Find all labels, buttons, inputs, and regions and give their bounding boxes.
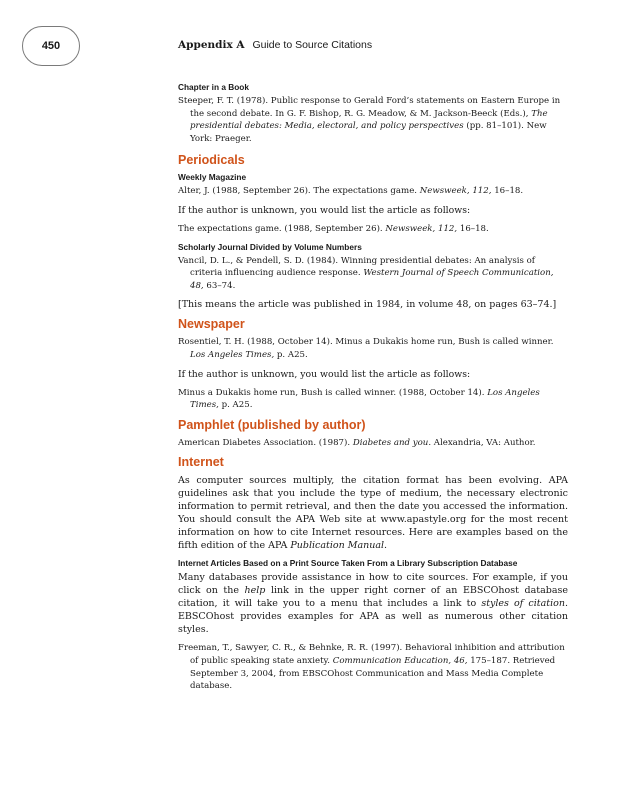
- weekly-magazine-citation: Alter, J. (1988, September 26). The expectations game. Newsweek, 112, 16–18.: [178, 186, 524, 197]
- appendix-title: Guide to Source Citations: [252, 39, 373, 51]
- unknown-author-note: If the author is unknown, you would list the article as follows:: [178, 204, 471, 216]
- chapter-citation: Steeper, F. T. (1978). Public response to Gerald Ford’s statements on Eastern Europe in the second debate. In G. F. Bishop, R. G. Meadow, & M. Jackson-Beeck (Eds.), The presidential debates: Media, electoral, and policy perspectives (pp. 81–101). New York: Praeger.: [178, 96, 561, 144]
- newspaper-unknown-note: If the author is unknown, you would list the article as follows:: [178, 368, 471, 380]
- unknown-author-citation: The expectations game. (1988, September 26). Newsweek, 112, 16–18.: [178, 223, 489, 234]
- journal-note: [This means the article was published in 1984, in volume 48, on pages 63–74.]: [178, 299, 557, 311]
- page-number: 450: [22, 26, 80, 66]
- page-body: [178, 82, 568, 699]
- database-paragraph: Many databases provide assistance in how to cite sources. For example, if you click on the help link in the upper right corner of an EBSCOhost database citation, it will take you to a menu that includes a link to styles of citation. EBSCOhost provides examples for APA as well as numerous other citation styles.: [178, 572, 568, 636]
- weekly-magazine-heading: Weekly Magazine: [178, 172, 247, 183]
- newspaper-unknown-citation: Minus a Dukakis home run, Bush is called winner. (1988, October 14). Los Angeles Times, p. A25.: [178, 387, 540, 411]
- newspaper-citation: Rosentiel, T. H. (1988, October 14). Minus a Dukakis home run, Bush is called winner. Los Angeles Times, p. A25.: [178, 337, 554, 360]
- periodicals-heading: Periodicals: [178, 153, 245, 168]
- running-header: [178, 39, 372, 51]
- pamphlet-heading: Pamphlet (published by author): [178, 417, 366, 432]
- internet-heading: Internet: [178, 455, 224, 470]
- chapter-heading: Chapter in a Book: [178, 82, 249, 92]
- pamphlet-citation: American Diabetes Association. (1987). Diabetes and you. Alexandria, VA: Author.: [178, 437, 536, 448]
- internet-paragraph: As computer sources multiply, the citation format has been evolving. APA guidelines ask that you include the type of medium, the necessary electronic information to permit retrieval, and then the date you accessed the information. You should consult the APA Web site at www.apastyle.org for the most recent information on how to cite Internet resources. Here are examples based on the fifth edition of the APA Publication Manual.: [178, 475, 568, 552]
- database-articles-heading: Internet Articles Based on a Print Source Taken From a Library Subscription Database: [178, 558, 518, 569]
- appendix-label: Appendix A: [178, 39, 245, 51]
- journal-citation: Vancil, D. L., & Pendell, S. D. (1984). Winning presidential debates: An analysis of criteria influencing audience response. Western Journal of Speech Communication, 48, 63–74.: [178, 255, 554, 291]
- journal-heading: Scholarly Journal Divided by Volume Numbers: [178, 241, 362, 252]
- database-citation: Freeman, T., Sawyer, C. R., & Behnke, R. R. (1997). Behavioral inhibition and attribution of public speaking state anxiety. Communication Education, 46, 175–187. Retrieved September 3, 2004, from EBSCOhost Communication and Mass Media Complete database.: [178, 643, 565, 692]
- newspaper-heading: Newspaper: [178, 317, 245, 332]
